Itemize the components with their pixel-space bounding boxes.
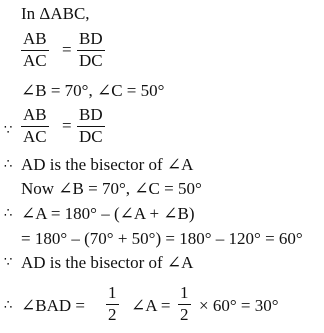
angle-a-term: ∠A = [131, 296, 171, 315]
fraction-numerator: AB [23, 105, 47, 124]
fraction-numerator: 1 [180, 283, 189, 302]
fraction-one-half-2 [178, 284, 191, 324]
fraction-denominator: AC [23, 51, 47, 71]
intro-line: In ΔABC, [21, 4, 90, 23]
fraction-one-half [106, 284, 119, 324]
fraction-bd-dc-2 [77, 106, 105, 146]
therefore-symbol: ∴ [4, 206, 13, 221]
fraction-numerator: 1 [108, 283, 117, 302]
fraction-denominator: 2 [180, 305, 189, 325]
angle-bad-label: ∠BAD = [21, 296, 85, 315]
fraction-bd-dc [77, 30, 105, 70]
therefore-symbol: ∴ [4, 298, 13, 313]
because-symbol: ∵ [4, 123, 13, 138]
fraction-denominator: DC [79, 127, 103, 147]
now-angles-line: Now ∠B = 70°, ∠C = 50° [21, 179, 202, 198]
angle-values-line: ∠B = 70°, ∠C = 50° [21, 81, 165, 100]
equals-sign: = [62, 116, 72, 135]
fraction-ab-ac [21, 30, 49, 70]
therefore-symbol: ∴ [4, 157, 13, 172]
angle-a-equation-line: ∠A = 180° – (∠A + ∠B) [21, 204, 195, 223]
bisector-line: AD is the bisector of ∠A [21, 155, 194, 174]
equals-sign: = [62, 40, 72, 59]
fraction-denominator: 2 [108, 305, 117, 325]
fraction-numerator: AB [23, 29, 47, 48]
fraction-numerator: BD [79, 29, 103, 48]
fraction-ab-ac-2 [21, 106, 49, 146]
because-symbol: ∵ [4, 255, 13, 270]
angle-a-calculation-line: = 180° – (70° + 50°) = 180° – 120° = 60° [21, 229, 303, 248]
fraction-denominator: DC [79, 51, 103, 71]
fraction-numerator: BD [79, 105, 103, 124]
fraction-denominator: AC [23, 127, 47, 147]
bisector-line-2: AD is the bisector of ∠A [21, 253, 194, 272]
final-result: × 60° = 30° [199, 296, 279, 315]
